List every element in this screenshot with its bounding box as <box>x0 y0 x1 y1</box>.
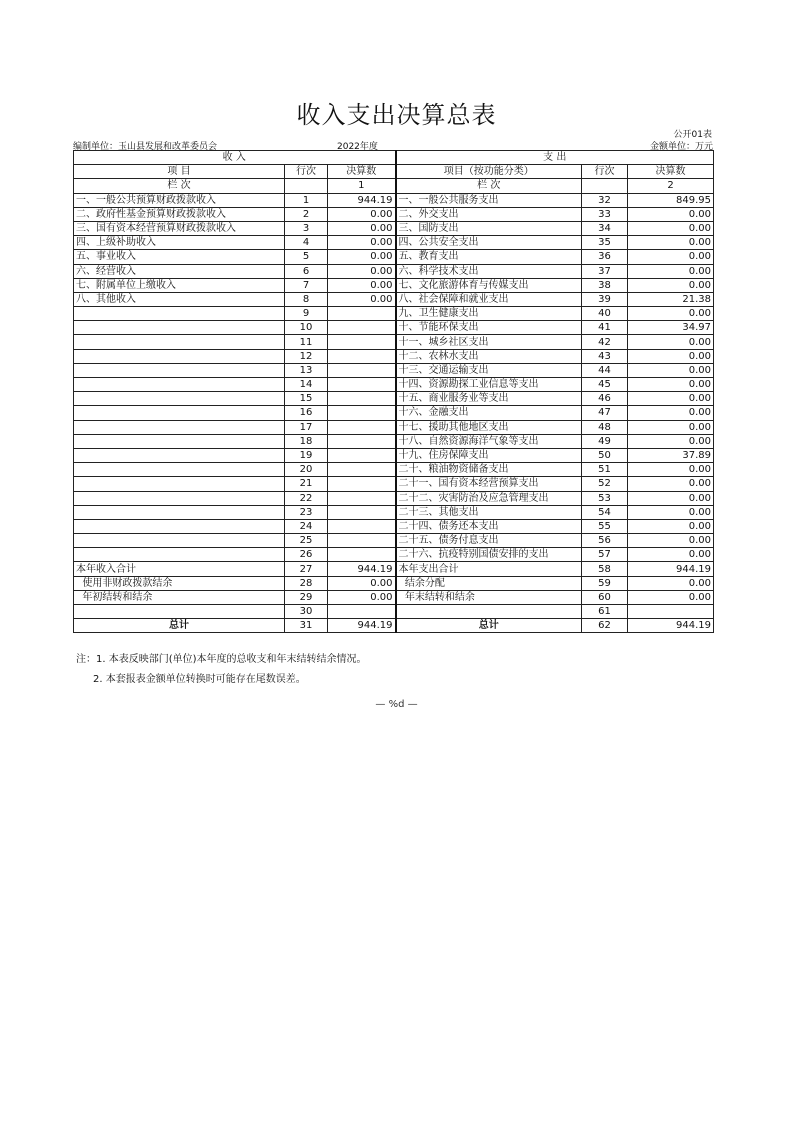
income-row-no-cell: 1 <box>285 193 328 207</box>
income-row-no-cell: 10 <box>285 321 328 335</box>
income-row-no-header: 行次 <box>285 165 328 179</box>
income-item-cell: 五、事业收入 <box>74 250 285 264</box>
expense-amount-cell: 37.89 <box>628 448 714 462</box>
expense-item-cell: 十二、农林水支出 <box>396 349 582 363</box>
income-item-cell: 八、其他收入 <box>74 292 285 306</box>
table-row <box>74 477 714 491</box>
income-total-row-no: 31 <box>285 619 328 633</box>
table-row <box>74 193 714 207</box>
income-item-cell <box>74 463 285 477</box>
income-row-no-cell: 8 <box>285 292 328 306</box>
expense-row-no-header: 行次 <box>582 165 628 179</box>
form-code: 公开01表 <box>673 130 712 140</box>
expense-row-no-cell: 49 <box>582 434 628 448</box>
expense-amount-cell: 0.00 <box>628 378 714 392</box>
expense-amount-cell: 0.00 <box>628 363 714 377</box>
expense-amount-cell: 0.00 <box>628 207 714 221</box>
income-row-no-cell: 9 <box>285 307 328 321</box>
expense-row-no-cell: 38 <box>582 278 628 292</box>
expense-row-no-cell: 43 <box>582 349 628 363</box>
expense-amount-cell <box>628 605 714 619</box>
table-row <box>74 278 714 292</box>
expense-amount-cell: 0.00 <box>628 392 714 406</box>
table-row <box>74 534 714 548</box>
expense-amount-cell: 944.19 <box>628 562 714 576</box>
income-amount-cell: 0.00 <box>328 207 396 221</box>
expense-row-no-cell: 36 <box>582 250 628 264</box>
expense-item-cell: 八、社会保障和就业支出 <box>396 292 582 306</box>
income-row-no-cell: 26 <box>285 548 328 562</box>
income-row-no-cell: 24 <box>285 519 328 533</box>
expense-section-header: 支 出 <box>396 151 714 165</box>
income-item-cell: 二、政府性基金预算财政拨款收入 <box>74 207 285 221</box>
table-row <box>74 590 714 604</box>
income-item-cell <box>74 392 285 406</box>
income-amount-cell <box>328 605 396 619</box>
expense-amount-cell: 0.00 <box>628 505 714 519</box>
table-row <box>74 321 714 335</box>
income-row-no-cell: 15 <box>285 392 328 406</box>
income-row-no-cell: 5 <box>285 250 328 264</box>
income-row-no-cell: 18 <box>285 434 328 448</box>
income-amount-cell <box>328 321 396 335</box>
table-row <box>74 363 714 377</box>
expense-row-no-cell: 57 <box>582 548 628 562</box>
income-amount-cell: 944.19 <box>328 562 396 576</box>
income-total-label: 总计 <box>74 619 285 633</box>
income-row-no-cell: 2 <box>285 207 328 221</box>
income-section-header: 收 入 <box>74 151 396 165</box>
table-row <box>74 221 714 235</box>
income-item-cell <box>74 363 285 377</box>
expense-amount-cell: 0.00 <box>628 278 714 292</box>
income-amount-cell <box>328 505 396 519</box>
table-row <box>74 335 714 349</box>
income-amount-cell <box>328 406 396 420</box>
income-amount-cell <box>328 420 396 434</box>
income-item-cell: 年初结转和结余 <box>74 590 285 604</box>
income-row-no-cell: 12 <box>285 349 328 363</box>
expense-amount-cell: 21.38 <box>628 292 714 306</box>
income-amount-cell <box>328 363 396 377</box>
income-row-no-cell: 3 <box>285 221 328 235</box>
table-row <box>74 406 714 420</box>
income-amount-cell <box>328 477 396 491</box>
income-amount-cell <box>328 378 396 392</box>
income-row-no-cell: 30 <box>285 605 328 619</box>
expense-total-amount: 944.19 <box>628 619 714 633</box>
expense-row-no-cell: 59 <box>582 576 628 590</box>
income-item-cell <box>74 505 285 519</box>
expense-row-no-cell: 32 <box>582 193 628 207</box>
income-amount-cell: 0.00 <box>328 264 396 278</box>
income-item-cell <box>74 434 285 448</box>
income-item-cell <box>74 420 285 434</box>
income-item-cell <box>74 349 285 363</box>
expense-total-label: 总计 <box>396 619 582 633</box>
expense-amount-cell: 0.00 <box>628 519 714 533</box>
income-amount-cell <box>328 448 396 462</box>
expense-item-cell: 六、科学技术支出 <box>396 264 582 278</box>
expense-amount-cell: 0.00 <box>628 250 714 264</box>
expense-amount-cell: 0.00 <box>628 491 714 505</box>
expense-item-cell: 十三、交通运输支出 <box>396 363 582 377</box>
expense-row-no-cell: 58 <box>582 562 628 576</box>
expense-item-cell: 二十一、国有资本经营预算支出 <box>396 477 582 491</box>
income-item-cell <box>74 406 285 420</box>
expense-row-no-cell: 44 <box>582 363 628 377</box>
table-row <box>74 250 714 264</box>
income-amount-cell <box>328 548 396 562</box>
table-row <box>74 605 714 619</box>
expense-item-cell: 九、卫生健康支出 <box>396 307 582 321</box>
expense-row-no-cell: 37 <box>582 264 628 278</box>
expense-item-cell: 十、节能环保支出 <box>396 321 582 335</box>
income-col-index: 1 <box>328 179 396 193</box>
income-amount-cell: 0.00 <box>328 236 396 250</box>
income-amount-cell <box>328 434 396 448</box>
expense-row-no-cell: 41 <box>582 321 628 335</box>
income-item-cell: 六、经营收入 <box>74 264 285 278</box>
expense-item-cell: 十七、援助其他地区支出 <box>396 420 582 434</box>
expense-item-cell: 本年支出合计 <box>396 562 582 576</box>
expense-amount-cell: 849.95 <box>628 193 714 207</box>
expense-amount-cell: 0.00 <box>628 307 714 321</box>
page-title: 收入支出决算总表 <box>296 101 497 129</box>
income-item-cell <box>74 519 285 533</box>
expense-row-no-cell: 60 <box>582 590 628 604</box>
notes <box>76 652 367 688</box>
income-item-header: 项 目 <box>74 165 285 179</box>
expense-total-row-no: 62 <box>582 619 628 633</box>
table-row <box>74 349 714 363</box>
income-row-no-cell: 23 <box>285 505 328 519</box>
expense-row-no-cell: 45 <box>582 378 628 392</box>
expense-amount-cell: 0.00 <box>628 236 714 250</box>
expense-item-cell: 十四、资源勘探工业信息等支出 <box>396 378 582 392</box>
expense-item-cell: 二十、粮油物资储备支出 <box>396 463 582 477</box>
expense-col-blank <box>582 179 628 193</box>
expense-amount-cell: 0.00 <box>628 548 714 562</box>
expense-amount-cell: 34.97 <box>628 321 714 335</box>
income-item-cell <box>74 335 285 349</box>
expense-row-no-cell: 51 <box>582 463 628 477</box>
income-row-no-cell: 21 <box>285 477 328 491</box>
income-item-cell <box>74 605 285 619</box>
expense-item-cell <box>396 605 582 619</box>
income-row-no-cell: 16 <box>285 406 328 420</box>
table-row <box>74 576 714 590</box>
table-row <box>74 392 714 406</box>
expense-amount-cell: 0.00 <box>628 420 714 434</box>
income-row-no-cell: 11 <box>285 335 328 349</box>
expense-item-cell: 十九、住房保障支出 <box>396 448 582 462</box>
income-col-blank <box>285 179 328 193</box>
expense-row-no-cell: 55 <box>582 519 628 533</box>
expense-amount-cell: 0.00 <box>628 576 714 590</box>
income-item-cell: 四、上级补助收入 <box>74 236 285 250</box>
income-amount-cell <box>328 491 396 505</box>
expense-row-no-cell: 56 <box>582 534 628 548</box>
table-row <box>74 307 714 321</box>
expense-amount-cell: 0.00 <box>628 349 714 363</box>
income-amount-cell <box>328 392 396 406</box>
page-footer: — %d — <box>375 699 418 710</box>
expense-row-no-cell: 48 <box>582 420 628 434</box>
income-item-cell <box>74 548 285 562</box>
expense-row-no-cell: 46 <box>582 392 628 406</box>
expense-item-cell: 五、教育支出 <box>396 250 582 264</box>
column-index-row <box>74 179 714 193</box>
expense-item-cell: 二十六、抗疫特别国债安排的支出 <box>396 548 582 562</box>
income-amount-cell: 0.00 <box>328 576 396 590</box>
expense-item-cell: 七、文化旅游体育与传媒支出 <box>396 278 582 292</box>
expense-item-cell: 四、公共安全支出 <box>396 236 582 250</box>
income-row-no-cell: 22 <box>285 491 328 505</box>
table-row <box>74 420 714 434</box>
expense-row-no-cell: 52 <box>582 477 628 491</box>
income-amount-cell <box>328 519 396 533</box>
expense-row-no-cell: 47 <box>582 406 628 420</box>
column-header-row <box>74 165 714 179</box>
expense-row-no-cell: 61 <box>582 605 628 619</box>
expense-amount-cell: 0.00 <box>628 434 714 448</box>
expense-row-no-cell: 53 <box>582 491 628 505</box>
income-item-cell: 三、国有资本经营预算财政拨款收入 <box>74 221 285 235</box>
table-row <box>74 505 714 519</box>
table-row <box>74 519 714 533</box>
amount-unit: 金额单位：万元 <box>649 142 713 152</box>
table-row <box>74 207 714 221</box>
income-item-cell <box>74 321 285 335</box>
expense-row-no-cell: 54 <box>582 505 628 519</box>
income-item-cell <box>74 491 285 505</box>
income-amount-cell: 0.00 <box>328 292 396 306</box>
income-row-no-cell: 25 <box>285 534 328 548</box>
expense-amount-cell: 0.00 <box>628 264 714 278</box>
income-amount-cell <box>328 307 396 321</box>
expense-item-cell: 三、国防支出 <box>396 221 582 235</box>
income-amount-cell: 0.00 <box>328 590 396 604</box>
income-item-cell <box>74 307 285 321</box>
income-row-no-cell: 17 <box>285 420 328 434</box>
expense-row-no-cell: 40 <box>582 307 628 321</box>
expense-amount-cell: 0.00 <box>628 463 714 477</box>
expense-row-no-cell: 33 <box>582 207 628 221</box>
income-item-cell: 一、一般公共预算财政拨款收入 <box>74 193 285 207</box>
income-row-no-cell: 13 <box>285 363 328 377</box>
expense-item-cell: 十八、自然资源海洋气象等支出 <box>396 434 582 448</box>
expense-amount-cell: 0.00 <box>628 477 714 491</box>
income-item-cell: 本年收入合计 <box>74 562 285 576</box>
expense-col-index: 2 <box>628 179 714 193</box>
expense-item-cell: 二、外交支出 <box>396 207 582 221</box>
section-header-row <box>74 151 714 165</box>
income-item-cell: 七、附属单位上缴收入 <box>74 278 285 292</box>
expense-row-no-cell: 34 <box>582 221 628 235</box>
income-expense-table <box>73 150 714 633</box>
income-item-cell <box>74 378 285 392</box>
income-row-no-cell: 14 <box>285 378 328 392</box>
expense-item-cell: 二十四、债务还本支出 <box>396 519 582 533</box>
unit-name: 编制单位：玉山县发展和改革委员会 <box>73 142 218 152</box>
total-row <box>74 619 714 633</box>
income-amount-cell: 0.00 <box>328 221 396 235</box>
note-2: 2. 本套报表金额单位转换时可能存在尾数误差。 <box>93 674 306 685</box>
expense-item-cell: 年末结转和结余 <box>396 590 582 604</box>
expense-item-cell: 结余分配 <box>396 576 582 590</box>
income-row-no-cell: 28 <box>285 576 328 590</box>
expense-item-cell: 一、一般公共服务支出 <box>396 193 582 207</box>
note-1: 注：1. 本表反映部门(单位)本年度的总收支和年末结转结余情况。 <box>76 654 367 665</box>
table-row <box>74 236 714 250</box>
income-item-cell: 使用非财政拨款结余 <box>74 576 285 590</box>
income-item-cell <box>74 534 285 548</box>
table-row <box>74 463 714 477</box>
income-row-no-cell: 27 <box>285 562 328 576</box>
expense-col-label: 栏 次 <box>396 179 582 193</box>
income-item-cell <box>74 448 285 462</box>
expense-item-cell: 十六、金融支出 <box>396 406 582 420</box>
expense-amount-cell: 0.00 <box>628 406 714 420</box>
income-item-cell <box>74 477 285 491</box>
expense-amount-cell: 0.00 <box>628 590 714 604</box>
income-amount-cell: 0.00 <box>328 250 396 264</box>
expense-item-cell: 十一、城乡社区支出 <box>396 335 582 349</box>
income-amount-cell <box>328 349 396 363</box>
income-row-no-cell: 20 <box>285 463 328 477</box>
table-row <box>74 434 714 448</box>
expense-row-no-cell: 50 <box>582 448 628 462</box>
income-row-no-cell: 4 <box>285 236 328 250</box>
expense-item-header: 项目（按功能分类） <box>396 165 582 179</box>
expense-amount-header: 决算数 <box>628 165 714 179</box>
expense-item-cell: 二十三、其他支出 <box>396 505 582 519</box>
table-row <box>74 562 714 576</box>
table-row <box>74 491 714 505</box>
income-amount-cell <box>328 534 396 548</box>
income-amount-cell: 944.19 <box>328 193 396 207</box>
income-amount-cell <box>328 463 396 477</box>
expense-amount-cell: 0.00 <box>628 534 714 548</box>
income-amount-header: 决算数 <box>328 165 396 179</box>
expense-row-no-cell: 39 <box>582 292 628 306</box>
income-amount-cell <box>328 335 396 349</box>
income-amount-cell: 0.00 <box>328 278 396 292</box>
expense-amount-cell: 0.00 <box>628 335 714 349</box>
expense-amount-cell: 0.00 <box>628 221 714 235</box>
table-row <box>74 378 714 392</box>
expense-item-cell: 二十五、债务付息支出 <box>396 534 582 548</box>
income-row-no-cell: 6 <box>285 264 328 278</box>
expense-item-cell: 十五、商业服务业等支出 <box>396 392 582 406</box>
table-row <box>74 548 714 562</box>
expense-item-cell: 二十二、灾害防治及应急管理支出 <box>396 491 582 505</box>
income-row-no-cell: 7 <box>285 278 328 292</box>
income-col-label: 栏 次 <box>74 179 285 193</box>
expense-row-no-cell: 35 <box>582 236 628 250</box>
table-row <box>74 292 714 306</box>
income-row-no-cell: 29 <box>285 590 328 604</box>
table-row <box>74 448 714 462</box>
expense-row-no-cell: 42 <box>582 335 628 349</box>
report-year: 2022年度 <box>337 142 378 152</box>
income-total-amount: 944.19 <box>328 619 396 633</box>
income-row-no-cell: 19 <box>285 448 328 462</box>
table-row <box>74 264 714 278</box>
